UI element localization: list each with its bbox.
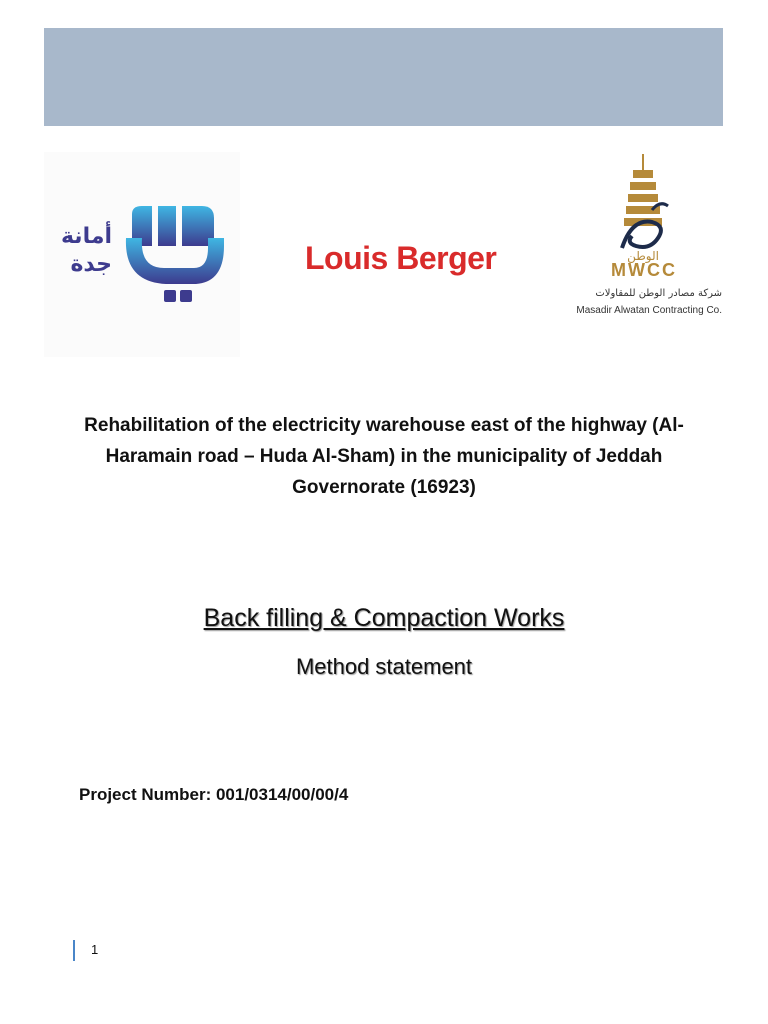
project-title: Rehabilitation of the electricity warehouse east of the highway (Al-Haramain road – Huda Al-Sham) in the municipality of Jeddah Governorate (16923) <box>84 415 684 498</box>
mwcc-abbreviation: MWCC <box>611 260 677 280</box>
jeddah-logo-emblem-icon <box>44 152 240 357</box>
mwcc-tower-emblem-icon <box>556 152 724 264</box>
project-number: Project Number: 001/0314/00/00/4 <box>79 785 349 804</box>
mwcc-english-name: Masadir Alwatan Contracting Co. <box>576 305 722 316</box>
header-band <box>44 28 723 126</box>
page-number-bar <box>73 940 75 961</box>
document-title: Back filling & Compaction Works <box>203 604 565 632</box>
svg-text:الوطن: الوطن <box>627 249 659 263</box>
louis-berger-logo <box>305 238 505 278</box>
louis-berger-logo-text: Louis Berger <box>305 240 497 276</box>
mwcc-logo <box>556 152 724 327</box>
mwcc-arabic-name: شركة مصادر الوطن للمقاولات <box>595 288 722 299</box>
jeddah-logo-text-line1: أمانة <box>60 224 112 249</box>
document-subtitle: Method statement <box>295 654 473 679</box>
jeddah-municipality-logo <box>44 152 240 357</box>
page-number: 1 <box>91 942 99 957</box>
jeddah-logo-text-line2: جدة <box>70 252 112 277</box>
